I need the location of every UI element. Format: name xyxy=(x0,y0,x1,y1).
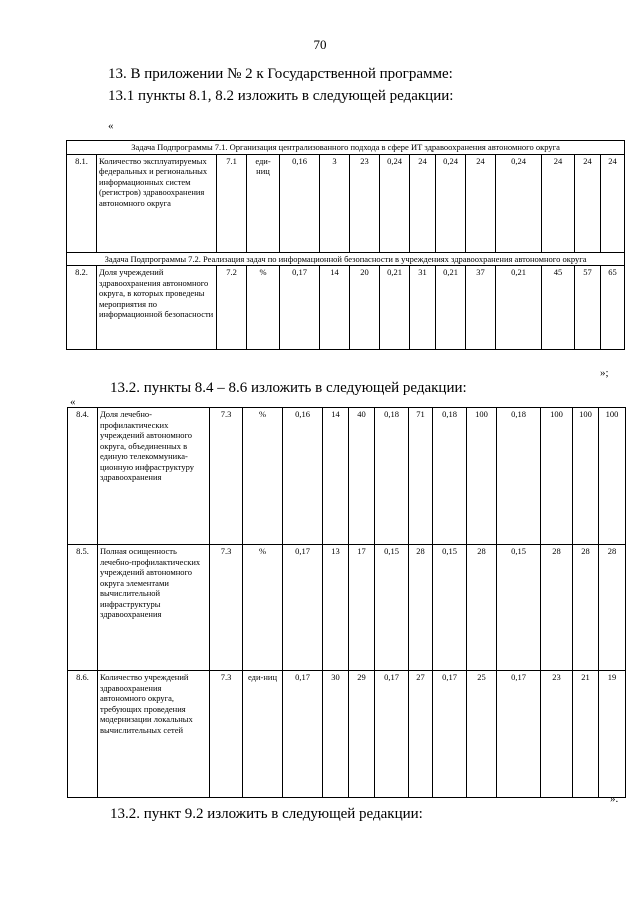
value-cell: 45 xyxy=(542,266,575,350)
value-cell: 28 xyxy=(541,545,573,671)
indicator-name: Количество учреждений здравоохранения автономного округа, требующих проведения модернизации локальных вычислительных сетей xyxy=(98,671,210,798)
value-cell: 100 xyxy=(599,408,626,545)
value-cell: 0,21 xyxy=(496,266,542,350)
value-cell: 23 xyxy=(541,671,573,798)
indicator-name: Количество эксплуатируемых федеральных и региональных информационных систем (регистров) здравоохранения автономного округа xyxy=(97,154,217,252)
value-cell: 0,16 xyxy=(283,408,323,545)
value-cell: 0,24 xyxy=(496,154,542,252)
value-cell: 19 xyxy=(599,671,626,798)
table-row xyxy=(68,671,626,798)
subprogram-code: 7.2 xyxy=(217,266,247,350)
value-cell: 24 xyxy=(542,154,575,252)
subprogram-code: 7.3 xyxy=(210,545,243,671)
value-cell: 0,15 xyxy=(433,545,467,671)
value-cell: 30 xyxy=(323,671,349,798)
table-row xyxy=(68,408,626,545)
value-cell: 24 xyxy=(575,154,601,252)
value-cell: 0,17 xyxy=(283,671,323,798)
value-cell: 0,21 xyxy=(436,266,466,350)
table-row xyxy=(67,154,625,252)
value-cell: 0,24 xyxy=(436,154,466,252)
quote-close-2: ». xyxy=(610,793,619,805)
indicator-name: Доля лечебно-профилактических учреждений автономного округа, объединенных в единую телекоммуника-ционную инфраструктуру здравоохранения xyxy=(98,408,210,545)
section-13-2-item-9-2-heading: 13.2. пункт 9.2 изложить в следующей редакции: xyxy=(110,806,423,822)
row-number: 8.4. xyxy=(68,408,98,545)
unit: % xyxy=(247,266,280,350)
task-7-2-row: Задача Подпрограммы 7.2. Реализация задач по информационной безопасности в учреждениях здравоохранения автономного округа xyxy=(67,252,625,266)
section-13-2-heading: 13.2. пункты 8.4 – 8.6 изложить в следующей редакции: xyxy=(110,380,467,396)
value-cell: 57 xyxy=(575,266,601,350)
subprogram-code: 7.3 xyxy=(210,408,243,545)
unit: % xyxy=(243,408,283,545)
value-cell: 23 xyxy=(350,154,380,252)
value-cell: 0,17 xyxy=(280,266,320,350)
unit: еди-ниц xyxy=(243,671,283,798)
value-cell: 0,17 xyxy=(497,671,541,798)
value-cell: 21 xyxy=(573,671,599,798)
quote-open-2: « xyxy=(70,396,76,408)
subprogram-code: 7.1 xyxy=(217,154,247,252)
section-13-1-heading: 13.1 пункты 8.1, 8.2 изложить в следующей редакции: xyxy=(108,88,454,104)
subprogram-code: 7.3 xyxy=(210,671,243,798)
value-cell: 31 xyxy=(410,266,436,350)
indicator-name: Доля учреждений здравоохранения автономного округа, в которых проведены мероприятия по информационной безопасности xyxy=(97,266,217,350)
value-cell: 0,15 xyxy=(375,545,409,671)
row-number: 8.2. xyxy=(67,266,97,350)
value-cell: 37 xyxy=(466,266,496,350)
value-cell: 24 xyxy=(410,154,436,252)
table-items-8-1-8-2 xyxy=(66,140,625,350)
unit: еди-ниц xyxy=(247,154,280,252)
value-cell: 0,21 xyxy=(380,266,410,350)
value-cell: 14 xyxy=(323,408,349,545)
value-cell: 100 xyxy=(467,408,497,545)
value-cell: 28 xyxy=(409,545,433,671)
quote-close-1: »; xyxy=(600,367,609,379)
value-cell: 20 xyxy=(350,266,380,350)
value-cell: 0,18 xyxy=(375,408,409,545)
quote-open-1: « xyxy=(108,120,114,132)
value-cell: 40 xyxy=(349,408,375,545)
value-cell: 71 xyxy=(409,408,433,545)
value-cell: 28 xyxy=(467,545,497,671)
value-cell: 27 xyxy=(409,671,433,798)
value-cell: 25 xyxy=(467,671,497,798)
task-7-1-row: Задача Подпрограммы 7.1. Организация централизованного подхода в сфере ИТ здравоохранения автономного округа xyxy=(67,141,625,155)
table-items-8-4-8-6 xyxy=(67,407,626,798)
value-cell: 0,17 xyxy=(375,671,409,798)
value-cell: 100 xyxy=(541,408,573,545)
value-cell: 0,18 xyxy=(433,408,467,545)
value-cell: 0,18 xyxy=(497,408,541,545)
value-cell: 0,15 xyxy=(497,545,541,671)
indicator-name: Полная осищенность лечебно-профилактических учреждений автономного округа элементами вычислительной инфраструктуры здравоохранения xyxy=(98,545,210,671)
table-row xyxy=(68,545,626,671)
value-cell: 100 xyxy=(573,408,599,545)
value-cell: 14 xyxy=(320,266,350,350)
value-cell: 0,17 xyxy=(283,545,323,671)
page-number: 70 xyxy=(313,37,327,52)
section-13-heading: 13. В приложении № 2 к Государственной программе: xyxy=(108,66,453,82)
value-cell: 65 xyxy=(601,266,625,350)
table-row xyxy=(67,266,625,350)
value-cell: 24 xyxy=(466,154,496,252)
value-cell: 13 xyxy=(323,545,349,671)
value-cell: 0,17 xyxy=(433,671,467,798)
row-number: 8.1. xyxy=(67,154,97,252)
value-cell: 29 xyxy=(349,671,375,798)
value-cell: 28 xyxy=(573,545,599,671)
row-number: 8.6. xyxy=(68,671,98,798)
value-cell: 3 xyxy=(320,154,350,252)
value-cell: 0,16 xyxy=(280,154,320,252)
unit: % xyxy=(243,545,283,671)
row-number: 8.5. xyxy=(68,545,98,671)
value-cell: 17 xyxy=(349,545,375,671)
value-cell: 28 xyxy=(599,545,626,671)
value-cell: 24 xyxy=(601,154,625,252)
value-cell: 0,24 xyxy=(380,154,410,252)
